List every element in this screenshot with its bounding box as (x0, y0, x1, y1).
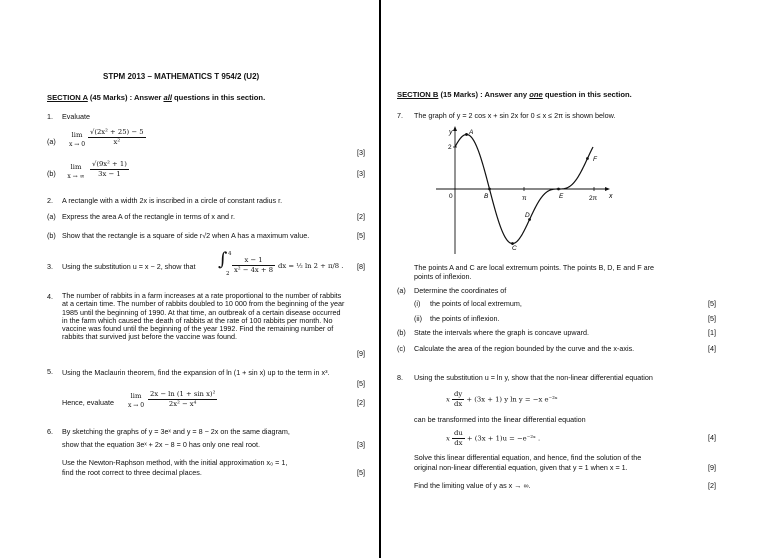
q7ai-text: the points of local extremum, (430, 299, 522, 308)
q1b-fraction (90, 160, 129, 179)
q5-marks-1: [5] (357, 379, 365, 388)
q1b-lim: lim (70, 163, 82, 171)
q5-numerator: 2x − ln (1 + sin x)² (150, 390, 216, 398)
q7b-marks: [1] (708, 328, 716, 337)
q7ai-marks: [5] (708, 299, 716, 308)
tick-2-label: 2 (448, 144, 452, 151)
q3-text: Using the substitution u = x − 2, show that (62, 262, 196, 271)
q7aii-marks: [5] (708, 314, 716, 323)
q2b-marks: [5] (357, 231, 365, 240)
tick-pi-label: π (522, 195, 527, 202)
q3-number: 3. (47, 262, 53, 271)
q3-result: dx = ½ ln 2 + π/8 . (278, 262, 344, 270)
q3-lower-limit: 2 (226, 271, 230, 277)
q7-note-1: The points A and C are local extremum points. The points B, D, E and F are (414, 263, 654, 272)
q8-equation-2: x $\frac{du}{dx}$ + (3x + 1)u = −e⁻²ˣ . (446, 429, 541, 447)
q7ai-label: (i) (414, 299, 421, 308)
q2-number: 2. (47, 196, 53, 205)
section-a-tail: questions in this section. (171, 93, 266, 102)
q1-number: 1. (47, 112, 53, 121)
section-b-one: one (529, 90, 543, 99)
q7aii-label: (ii) (414, 314, 422, 323)
q1a-denominator: x² (113, 138, 121, 146)
q6-line-3: Use the Newton-Raphson method, with the initial approximation x₀ = 1, (62, 458, 288, 467)
q7-number: 7. (397, 111, 403, 120)
q3-marks: [8] (357, 262, 365, 271)
q8-eq1-rest: + (3x + 1) y ln y = −x e⁻²ˣ (466, 395, 558, 404)
q8-eq1-dx: dx (454, 400, 463, 408)
q5-marks-2: [2] (357, 398, 365, 407)
q8-number: 8. (397, 373, 403, 382)
point-c-label: C (512, 245, 517, 252)
section-b-rest: (15 Marks) : Answer any (438, 90, 530, 99)
q6-marks-1: [3] (357, 440, 365, 449)
q8-limit-marks: [2] (708, 481, 716, 490)
q5-limit (124, 392, 148, 410)
q8-limit: Find the limiting value of y as x → ∞. (414, 481, 531, 490)
section-b-heading (397, 90, 632, 99)
q7c-label: (c) (397, 344, 406, 353)
q4-marks: [9] (357, 349, 365, 358)
q6-line-4: find the root correct to three decimal places. (62, 468, 202, 477)
point-d-label: D (525, 212, 530, 219)
q2-text: A rectangle with a width 2x is inscribed in a circle of constant radius r. (62, 196, 283, 205)
q8-eq2-dx: dx (454, 439, 463, 447)
q4-number: 4. (47, 292, 53, 301)
q3-denominator: x² − 4x + 8 (234, 266, 274, 274)
q3-integrand (232, 256, 275, 275)
q5-hence: Hence, evaluate (62, 398, 114, 407)
q5-lim: lim (130, 392, 142, 400)
point-f (586, 157, 589, 160)
section-b-label: SECTION B (397, 90, 439, 99)
q8-text: Using the substitution u = ln y, show that the non-linear differential equation (414, 373, 653, 382)
q4-text: The number of rabbits in a farm increases at a rate proportional to the number of rabbits at a certain time. The number of rabbits doubled to 10 000 from the beginning of the year 1985 until the beginning of 1990. At that time, an outbreak of a certain disease occurred in the farm which caused the death of rabbits at the rate of 100 rabbits per month. No vaccine was found until the beginning of the year 1992. Find the remaining number of rabbits that survived just before the vaccine was found. (62, 291, 345, 342)
q8-equation-1: x $\frac{dy}{dx}$ + (3x + 1) y ln y = −x e⁻²ˣ (446, 390, 558, 408)
q1b-denominator: 3x − 1 (98, 170, 121, 178)
tick-2pi-label: 2π (589, 195, 598, 202)
q6-number: 6. (47, 427, 53, 436)
origin-label: 0 (449, 193, 453, 200)
q8-eq2-marks: [4] (708, 433, 716, 442)
q8-solve-marks: [9] (708, 463, 716, 472)
q1a-numerator: √(2x² + 25) − 5 (90, 128, 144, 136)
y-axis-label: y (449, 129, 453, 136)
q1a-lim-sub: x → 0 (68, 141, 86, 148)
x-axis-label: x (609, 193, 613, 200)
q7c-text: Calculate the area of the region bounded by the curve and the x-axis. (414, 344, 635, 353)
q7a-label: (a) (397, 286, 406, 295)
q1a-fraction (88, 128, 146, 147)
q7-note-2: points of inflexion. (414, 272, 472, 281)
q2b-text: Show that the rectangle is a square of side r√2 when A has a maximum value. (62, 231, 310, 240)
q8-mid-text: can be transformed into the linear differential equation (414, 415, 586, 424)
q1a-label: (a) (47, 137, 56, 146)
q8-solve-2: original non-linear differential equation, given that y = 1 when x = 1. (414, 463, 628, 472)
q2a-label: (a) (47, 212, 56, 221)
point-f-label: F (593, 156, 597, 163)
q3-upper-limit: 4 (228, 251, 232, 257)
q2a-marks: [2] (357, 212, 365, 221)
q7-graph (430, 122, 620, 257)
q1-text: Evaluate (62, 112, 90, 121)
page-title: STPM 2013 – MATHEMATICS T 954/2 (U2) (103, 72, 260, 81)
q6-line-2: show that the equation 3eˣ + 2x − 8 = 0 has only one real root. (62, 440, 260, 449)
q5-number: 5. (47, 367, 53, 376)
q8-eq2-rest: + (3x + 1)u = −e⁻²ˣ . (466, 434, 541, 443)
y-axis-arrow (453, 126, 457, 131)
x-axis-arrow (605, 187, 610, 191)
q1a-marks: [3] (357, 148, 365, 157)
section-b-tail: question in this section. (542, 90, 632, 99)
q1b-label: (b) (47, 169, 56, 178)
point-e-label: E (559, 193, 564, 200)
section-a-rest: (45 Marks) : Answer (87, 93, 164, 102)
point-b (488, 188, 491, 191)
section-a-all: all (163, 93, 172, 102)
q1b-numerator: √(9x² + 1) (92, 160, 127, 168)
q7-text: The graph of y = 2 cos x + sin 2x for 0 ≤ x ≤ 2π is shown below. (414, 111, 616, 120)
q5-text: Using the Maclaurin theorem, find the expansion of ln (1 + sin x) up to the term in x³. (62, 368, 330, 377)
point-e (557, 188, 560, 191)
section-a-heading (47, 93, 265, 102)
point-a (465, 133, 468, 136)
q7b-label: (b) (397, 328, 406, 337)
q1a-lim: lim (71, 131, 83, 139)
q1b-limit (64, 163, 88, 181)
q8-solve-1: Solve this linear differential equation, and hence, find the solution of the (414, 453, 642, 462)
q1b-lim-sub: x → ∞ (67, 173, 85, 180)
q6-marks-2: [5] (357, 468, 365, 477)
point-b-label: B (484, 193, 489, 200)
q7aii-text: the points of inflexion. (430, 314, 500, 323)
q5-fraction (148, 390, 217, 409)
q7b-text: State the intervals where the graph is concave upward. (414, 328, 589, 337)
q2b-label: (b) (47, 231, 56, 240)
q6-line-1: By sketching the graphs of y = 3eˣ and y = 8 − 2x on the same diagram, (62, 427, 290, 436)
q5-lim-sub: x → 0 (127, 402, 145, 409)
q1a-limit (66, 131, 88, 149)
q3-numerator: x − 1 (232, 256, 275, 266)
integral-sign: ∫ (218, 249, 228, 270)
q1b-marks: [3] (357, 169, 365, 178)
point-a-label: A (469, 129, 474, 136)
q7a-text: Determine the coordinates of (414, 286, 507, 295)
q2a-text: Express the area A of the rectangle in terms of x and r. (62, 212, 235, 221)
column-divider (379, 0, 381, 558)
q5-denominator: 2x² − x⁴ (168, 400, 197, 408)
q8-eq2-du: du (454, 429, 463, 437)
q8-eq1-dy: dy (454, 390, 463, 398)
section-a-label: SECTION A (47, 93, 88, 102)
q7c-marks: [4] (708, 344, 716, 353)
